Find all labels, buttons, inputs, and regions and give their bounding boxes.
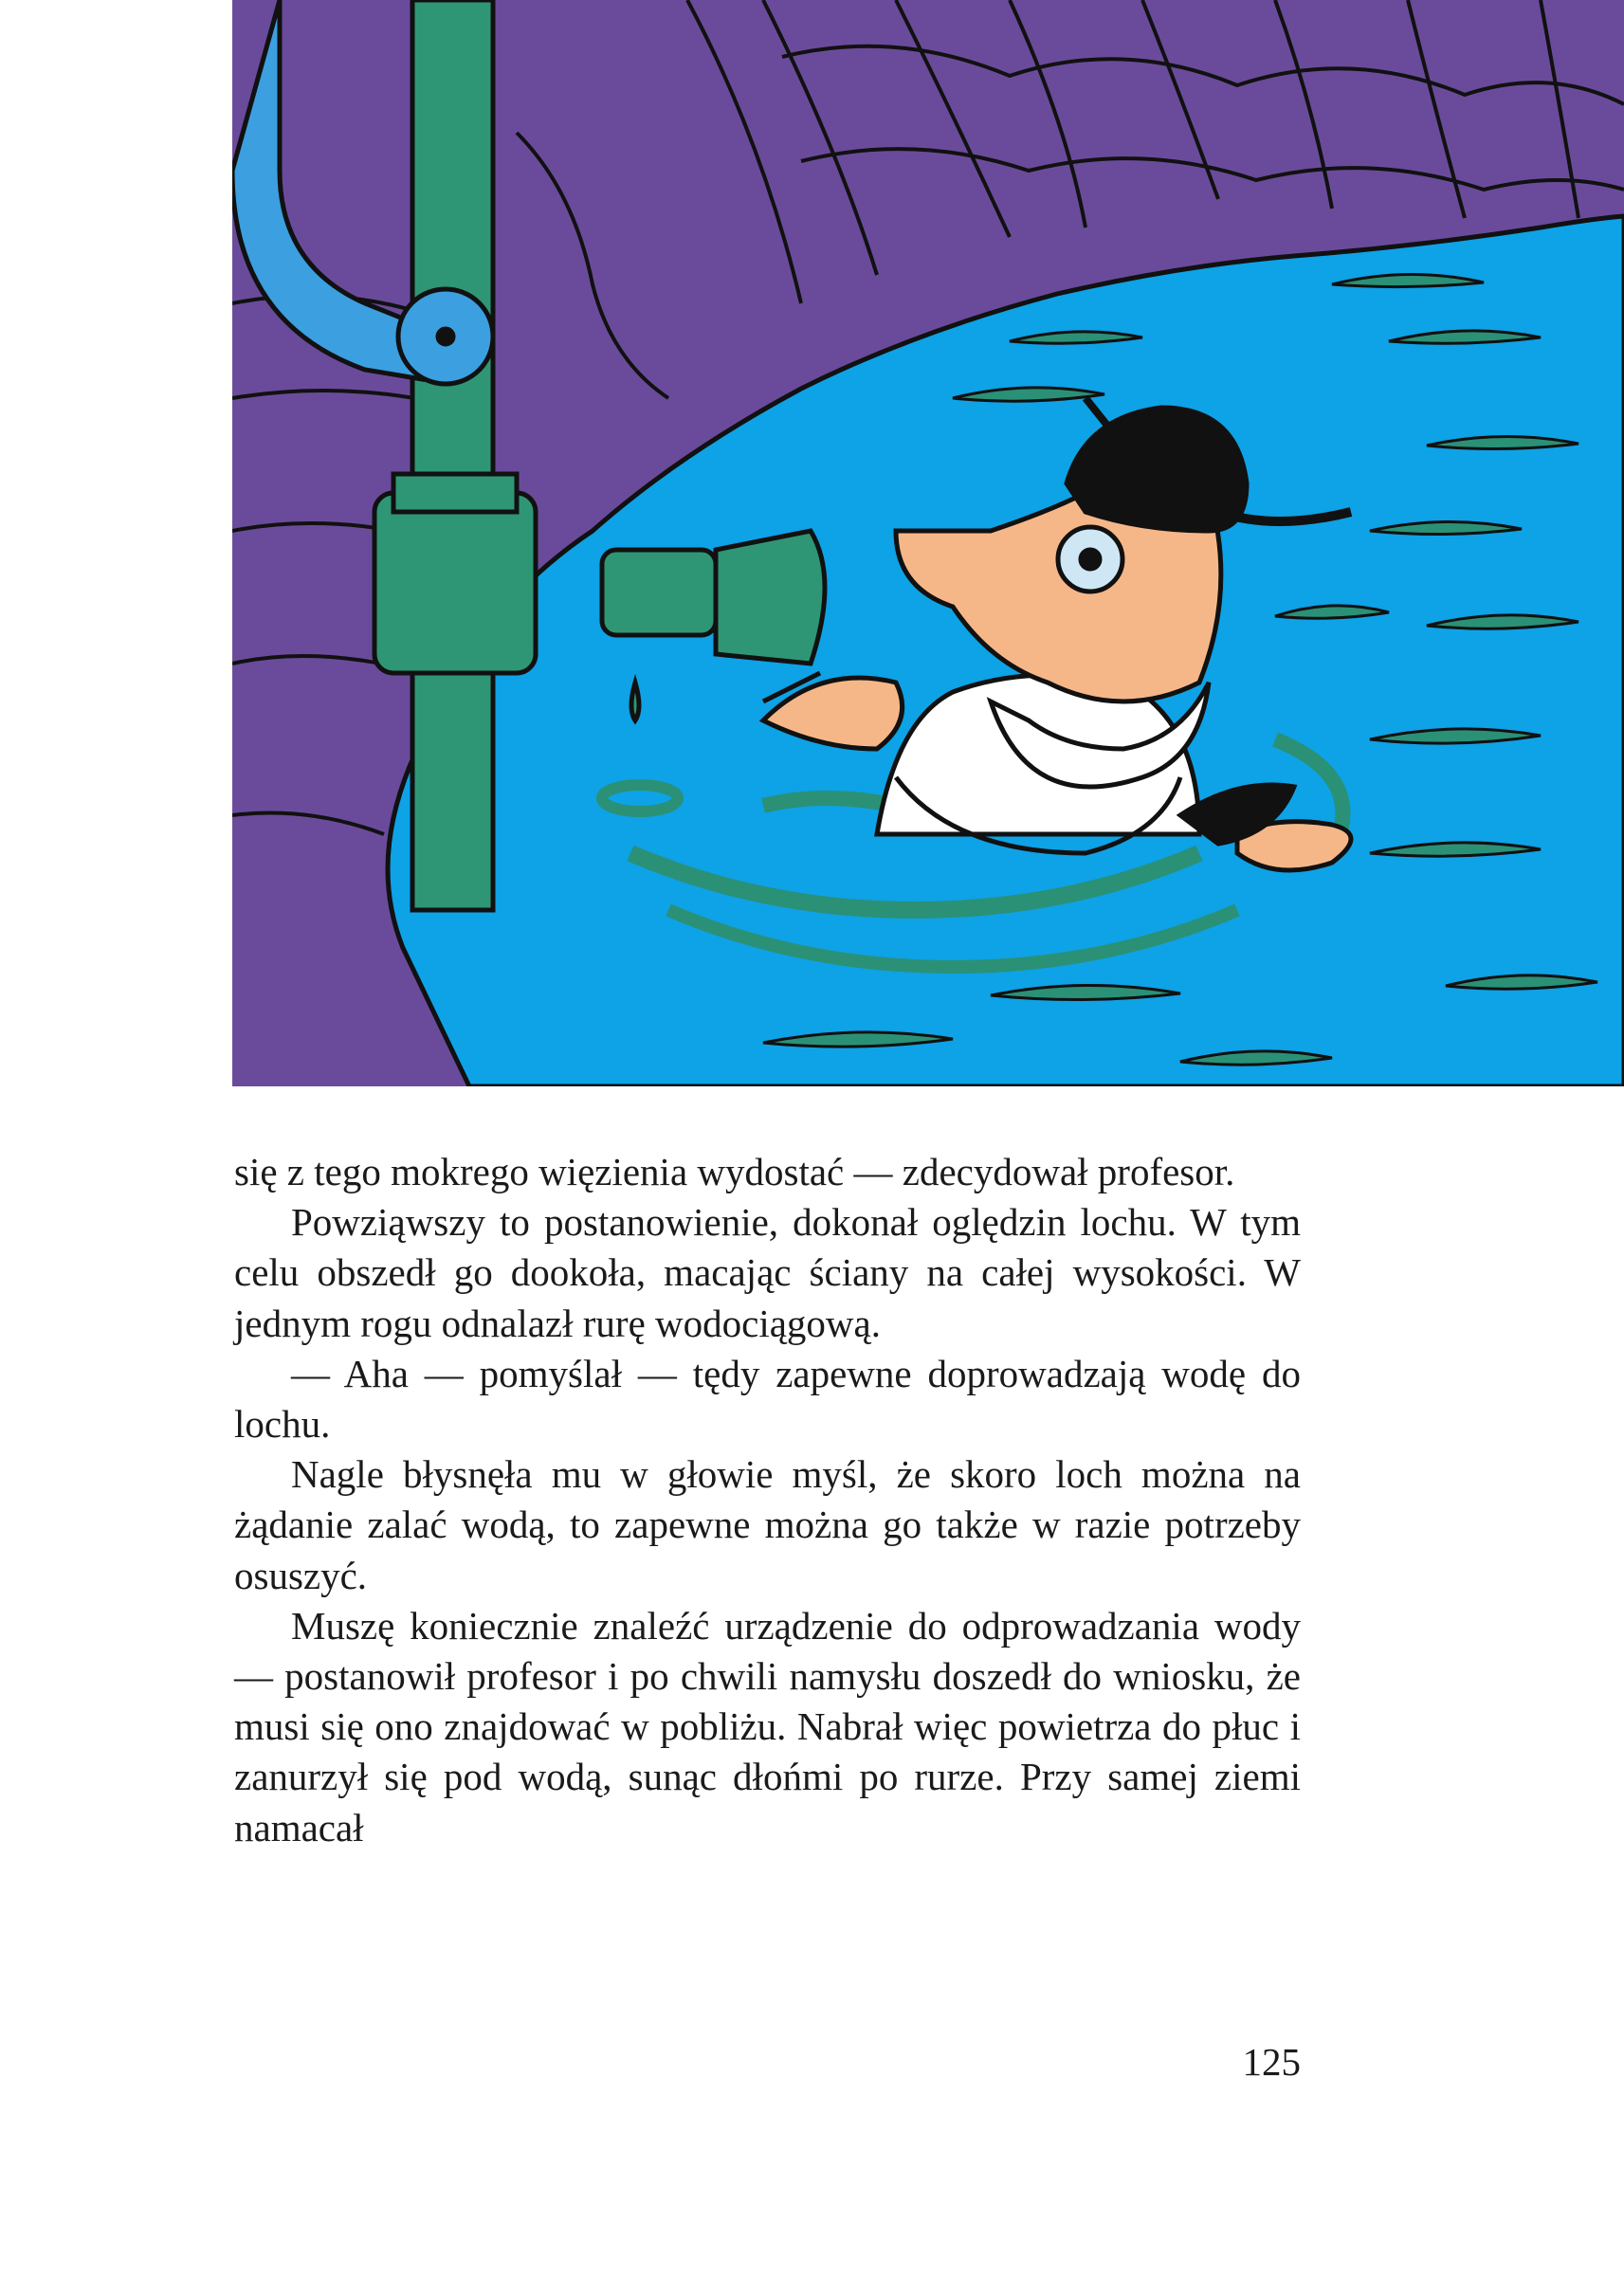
paragraph: Nagle błysnęła mu w głowie myśl, że skoro loch można na żądanie zalać wodą, to zapewne można go także w razie potrzeby osuszyć. (234, 1452, 1301, 1597)
paragraph: Muszę koniecznie znaleźć urządzenie do odprowadzania wody — postanowił profesor i po chwili namysłu doszedł do wniosku, że musi się ono znajdować w pobliżu. Nabrał więc powietrza do płuc i zanurzył się pod wodą, sunąc dłońmi po rurze. Przy samej ziemi namacał (234, 1603, 1301, 1849)
story-text (234, 1147, 1301, 1853)
paragraph: — Aha — pomyślał — tędy zapewne doprowadzają wodę do lochu. (234, 1351, 1301, 1447)
paragraph: się z tego mokrego więzienia wydostać — zdecydował profesor. (234, 1150, 1235, 1193)
professor-in-flooded-dungeon-illustration (232, 0, 1624, 1086)
paragraph: Powziąwszy to postanowienie, dokonał oględzin lochu. W tym celu obszedł go dookoła, macając ściany na całej wysokości. W jednym rogu odnalazł rurę wodociągową. (234, 1200, 1301, 1345)
page-number: 125 (1242, 2040, 1301, 2084)
